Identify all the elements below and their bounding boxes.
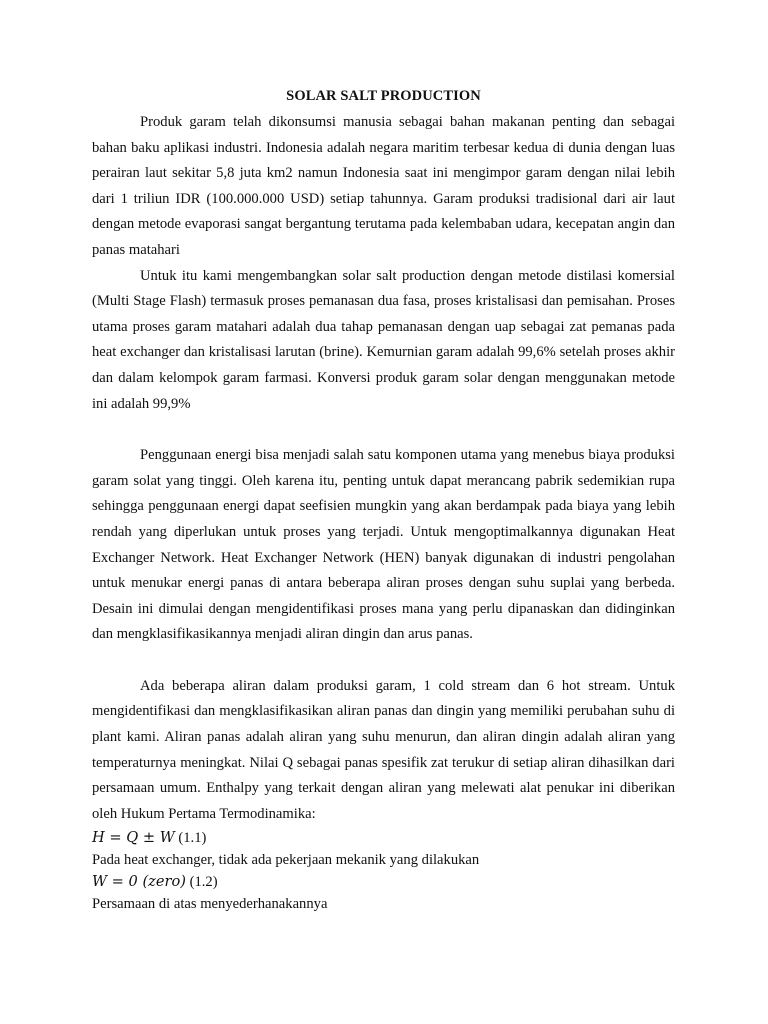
document-page: [92, 86, 675, 915]
equation-1-2: [92, 871, 675, 893]
equation-paren: ): [180, 873, 186, 891]
note-simplification: Persamaan di atas menyederhanakannya: [92, 896, 328, 913]
paragraph-energy: Penggunaan energi bisa menjadi salah satu komponen utama yang menebus biaya produksi garam solat yang tinggi. Oleh karena itu, penting untuk dapat merancang pabrik sedemikian rupa sehingga penggunaan energi dapat seefisien mungkin yang akan berdampak pada biaya yang lebih rendah yang diperlukan untuk proses yang terjadi. Untuk mengoptimalkannya digunakan Heat Exchanger Network. Heat Exchanger Network (HEN) banyak digunakan di industri pengolahan untuk menukar energi panas di antara beberapa aliran proses dengan suhu suplai yang berbeda. Desain ini dimulai dengan mengidentifikasi proses mana yang perlu dipanaskan dan didinginkan dan mengklasifikasikannya menjadi aliran dingin dan arus panas.: [92, 447, 675, 643]
paragraph-spacer: [92, 417, 675, 443]
equation-lhs: H: [92, 829, 105, 847]
note-no-mechanical-work: Pada heat exchanger, tidak ada pekerjaan mekanik yang dilakukan: [92, 852, 480, 869]
equation-word: zero: [148, 873, 181, 891]
equation-1-1: [92, 827, 675, 849]
paragraph-method: Untuk itu kami mengembangkan solar salt production dengan metode distilasi komersial (Multi Stage Flash) termasuk proses pemanasan dua fasa, proses kristalisasi dan pemisahan. Proses utama proses garam matahari adalah dua tahap pemanasan dengan uap sebagai zat pemanas pada heat exchanger dan kristalisasi larutan (brine). Kemurnian garam adalah 99,6% setelah proses akhir dan dalam kelompok garam farmasi. Konversi produk garam solar dengan menggunakan metode ini adalah 99,9%: [92, 267, 675, 412]
equation-term: W: [159, 829, 175, 847]
equation-term: Q: [126, 829, 139, 847]
equation-number: (1.2): [189, 874, 218, 891]
document-title: SOLAR SALT PRODUCTION: [286, 88, 481, 104]
paragraph-intro: Produk garam telah dikonsumsi manusia sebagai bahan makanan penting dan sebagai bahan baku aplikasi industri. Indonesia adalah negara maritim terbesar kedua di dunia dengan luas perairan laut sekitar 5,8 juta km2 namun Indonesia saat ini mengimpor garam dengan nilai lebih dari 1 triliun IDR (100.000.000 USD) setiap tahunnya. Garam produksi tradisional dari air laut dengan metode evaporasi sangat bergantung terutama pada kelembaban udara, kecepatan angin dan panas matahari: [92, 114, 675, 258]
equation-equals: =: [104, 829, 127, 847]
paragraph-streams: Ada beberapa aliran dalam produksi garam, 1 cold stream dan 6 hot stream. Untuk mengidentifikasi dan mengklasifikasikan aliran panas dan dingin yang memiliki perubahan suhu di plant kami. Aliran panas adalah aliran yang suhu menurun, dan aliran dingin adalah aliran yang temperaturnya meningkat. Nilai Q sebagai panas spesifik zat terukur di setiap aliran dihasilkan dari persamaan umum. Enthalpy yang terkait dengan aliran yang melewati alat penukar ini diberikan oleh Hukum Pertama Termodinamika:: [92, 677, 675, 822]
equation-operator: ±: [138, 829, 160, 847]
paragraph-spacer: [92, 648, 675, 674]
equation-number: (1.1): [178, 830, 207, 847]
equation-lhs: W: [92, 873, 107, 891]
equation-paren: (: [142, 873, 149, 891]
equation-equals: = 0: [107, 873, 143, 891]
